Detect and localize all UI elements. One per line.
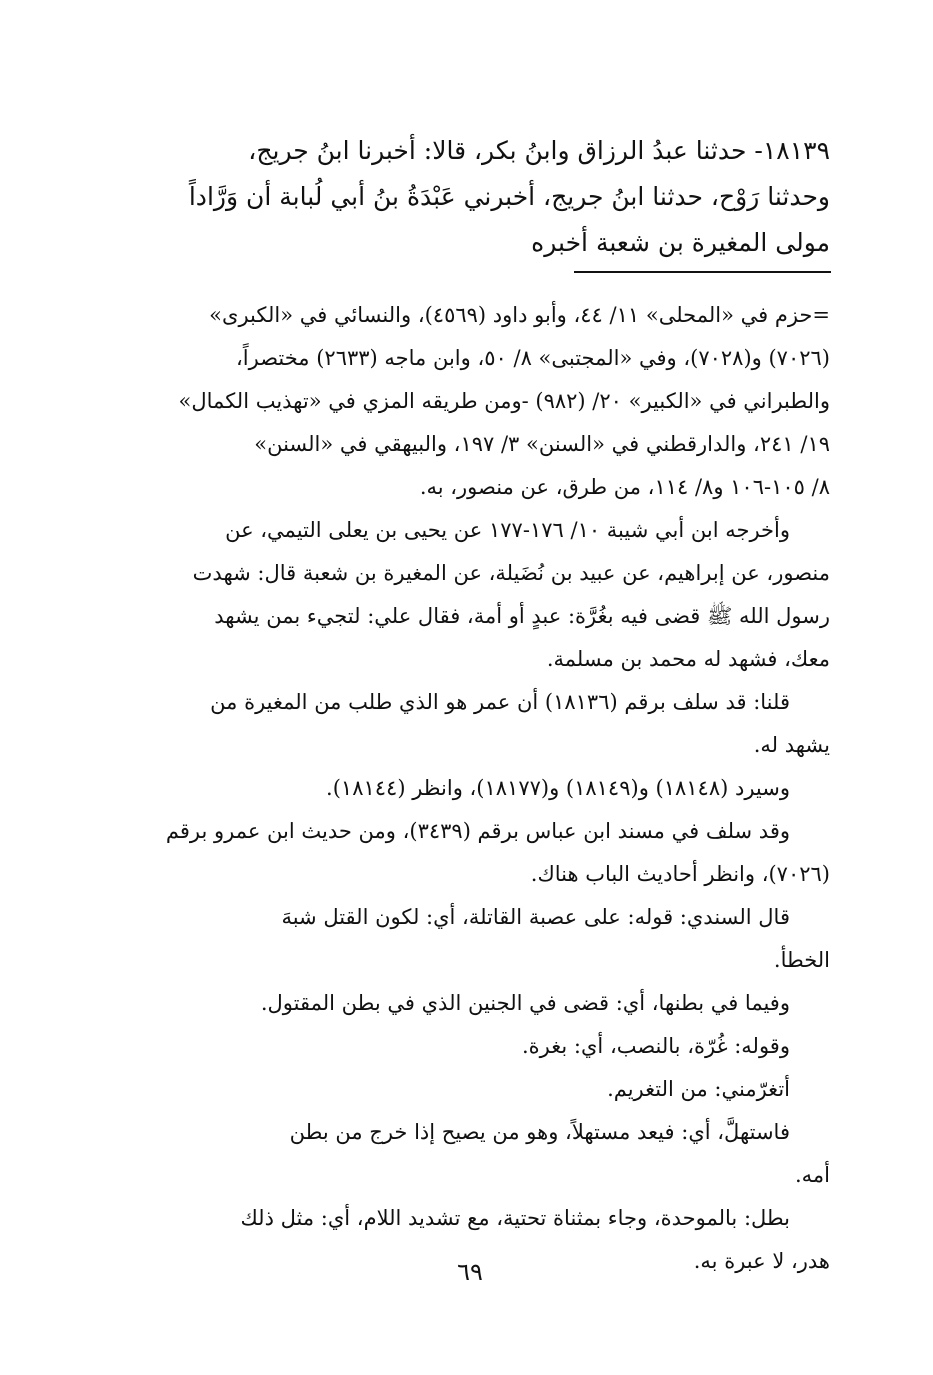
footnote-line: ٨/ ١٠٥-١٠٦ و٨/ ١١٤، من طرق، عن منصور، به.	[419, 475, 830, 499]
footnote-line: معك، فشهد له محمد بن مسلمة.	[546, 647, 830, 671]
footnote-line: ١٩/ ٢٤١، والدارقطني في «السنن» ٣/ ١٩٧، والبيهقي في «السنن»	[254, 432, 830, 456]
footnote-line: هدر، لا عبرة به.	[693, 1249, 830, 1273]
footnote-line: وسيرد (١٨١٤٨) و(١٨١٤٩) و(١٨١٧٧)، وانظر (١٨١٤٤).	[326, 776, 790, 800]
hadith-line: ١٨١٣٩- حدثنا عبدُ الرزاق وابنُ بكر، قالا: أخبرنا ابنُ جريج،	[248, 136, 830, 165]
footnote-line: بطل: بالموحدة، وجاء بمثناة تحتية، مع تشديد اللام، أي: مثل ذلك	[240, 1206, 790, 1230]
footnote-line: (٧٠٢٦) و(٧٠٢٨)، وفي «المجتبى» ٨/ ٥٠، وابن ماجه (٢٦٣٣) مختصراً،	[236, 346, 830, 370]
footnote-line: الخطأ.	[773, 948, 830, 972]
footnote-line: قال السندي: قوله: على عصبة القاتلة، أي: لكون القتل شبهَ	[281, 905, 790, 929]
footnote-line: يشهد له.	[753, 733, 830, 757]
footnote-line: فاستهلَّ، أي: فيعد مستهلاً، وهو من يصيح إذا خرج من بطن	[289, 1120, 790, 1144]
footnote-line: =حزم في «المحلى» ١١/ ٤٤، وأبو داود (٤٥٦٩)، والنسائي في «الكبرى»	[209, 303, 830, 327]
hadith-text	[120, 128, 830, 266]
footnotes	[120, 294, 830, 1283]
hadith-line: وحدثنا رَوْح، حدثنا ابنُ جريج، أخبرني عَبْدَةُ بنُ أبي لُبابة أن وَرَّاداً	[188, 182, 830, 211]
footnote-line: وفيما في بطنها، أي: قضى في الجنين الذي في بطن المقتول.	[260, 991, 790, 1015]
page-number: ٦٩	[457, 1258, 483, 1286]
footnote-line: وأخرجه ابن أبي شيبة ١٠/ ١٧٦-١٧٧ عن يحيى بن يعلى التيمي، عن	[225, 518, 790, 542]
footnote-line: أمه.	[794, 1163, 830, 1187]
footnote-line: رسول الله ﷺ قضى فيه بغُرَّة: عبدٍ أو أمة، فقال علي: لتجيء بمن يشهد	[214, 604, 830, 628]
footnote-line: والطبراني في «الكبير» ٢٠/ (٩٨٢) -ومن طريقه المزي في «تهذيب الكمال»	[178, 389, 830, 413]
footnote-line: وقد سلف في مسند ابن عباس برقم (٣٤٣٩)، ومن حديث ابن عمرو برقم	[165, 819, 790, 843]
footnote-line: أتغرّمني: من التغريم.	[607, 1077, 790, 1101]
footnote-line: منصور، عن إبراهيم، عن عبيد بن نُضَيلة، عن المغيرة بن شعبة قال: شهدت	[192, 561, 830, 585]
footnote-line: (٧٠٢٦)، وانظر أحاديث الباب هناك.	[530, 862, 830, 886]
footnote-line: وقوله: غُرّة، بالنصب، أي: بغرة.	[522, 1034, 790, 1058]
footnote-separator	[574, 271, 831, 273]
footnote-line: قلنا: قد سلف برقم (١٨١٣٦) أن عمر هو الذي طلب من المغيرة من	[210, 690, 790, 714]
hadith-line: مولى المغيرة بن شعبة أخبره	[531, 228, 830, 257]
